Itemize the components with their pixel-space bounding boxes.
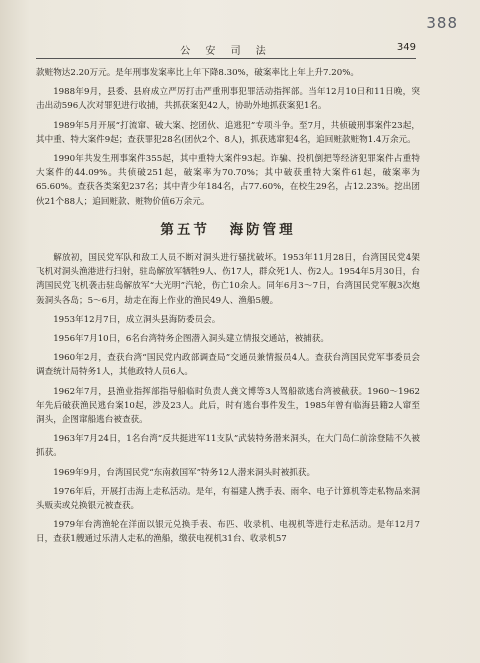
paragraph: 1979年台湾渔轮在洋面以银元兑换手表、布匹、收录机、电视机等进行走私活动。是年12月7日，查获1艘通过乐清人走私的渔船，缴获电视机31台、收录机57 xyxy=(36,520,420,545)
paragraph: 款赃物达2.20万元。是年刑事发案率比上年下降8.30%，破案率比上年上升7.20%。 xyxy=(36,68,359,78)
page-number: 349 xyxy=(396,42,416,53)
paragraph: 解放初，国民党军队和敌工人员不断对洞头进行骚扰破坏。1953年11月28日，台湾国民党4架飞机对洞头渔港进行扫射，驻岛解放军牺牲9人、伤17人，群众死1人、伤2人。1954年5月30日，台湾国民党飞机袭击驻岛解放军“大光明”汽轮，伤亡10余人。同年6月3～7日，台湾国民党军舰3次炮轰洞头各岛；5～6月，劫走在海上作业的渔民49人、渔船5艘。 xyxy=(36,253,420,306)
paragraph: 1953年12月7日，成立洞头县海防委员会。 xyxy=(53,314,221,325)
paragraph: 1963年7月24日，1名台湾“反共挺进军11支队”武装特务潜来洞头，在大门岛仁前涂登陆不久被抓获。 xyxy=(36,434,420,459)
section-heading xyxy=(36,223,420,237)
handwritten-page-number: 388 xyxy=(426,14,458,32)
section-number: 第五节 xyxy=(160,221,210,238)
paragraph: 1969年9月，台湾国民党“东南救国军”特务12人潜来洞头时被抓获。 xyxy=(53,467,316,478)
paragraph: 1976年后，开展打击海上走私活动。是年，有福建人携手表、雨伞、电子计算机等走私物品来洞头贩卖或兑换银元被查获。 xyxy=(36,486,420,512)
paragraph: 1989年5月开展“打流窜、破大案、挖团伙、追逃犯”专项斗争。至7月，共侦破刑事案件23起，其中重、特大案件9起；查获罪犯28名(团伙2个、8人)，抓获逃窜犯4名，追回赃款赃物1.4万余元。 xyxy=(36,120,420,145)
paragraph: 1988年9月，县委、县府成立严厉打击严重刑事犯罪活动指挥部。当年12月10日和11日晚，突击出动596人次对罪犯进行收捕，共抓获案犯42人，协助外地抓获案犯1名。 xyxy=(36,87,420,112)
paragraph: 1990年共发生刑事案件355起，其中重特大案件93起。诈骗、投机倒把等经济犯罪案件占重特大案件的44.09%。共侦破251起，破案率为70.70%；其中破获重特大案件61起，破案率为65.60%。查获各类案犯237名；其中青少年184名，占77.60%，在校生29名，占12.23%。挖出团伙21个88人；追回赃款、赃物价值6万余元。 xyxy=(36,154,420,207)
header-title: 公 安 司 法 xyxy=(180,46,272,57)
paragraph: 1962年7月，县渔业指挥部指导船临时负责人龚文博等3人驾船欲逃台湾被截获。1960～1962年先后破获渔民逃台案10起，涉及23人。此后，时有逃台事件发生，1985年曾有临海县籍2人窜至洞头，企图窜船逃台被查获。 xyxy=(36,386,420,426)
paragraph: 1956年7月10日，6名台湾特务企图潜入洞头建立情报交通站，被捕获。 xyxy=(53,334,329,345)
running-header xyxy=(36,40,416,59)
page-body xyxy=(36,66,420,552)
paragraph: 1960年2月，查获台湾“国民党内政部调查局”交通员兼情报员4人。查获台湾国民党军事委员会调查统计局特务1人，其他政特人员6人。 xyxy=(36,353,420,378)
section-title: 海防管理 xyxy=(229,221,296,238)
